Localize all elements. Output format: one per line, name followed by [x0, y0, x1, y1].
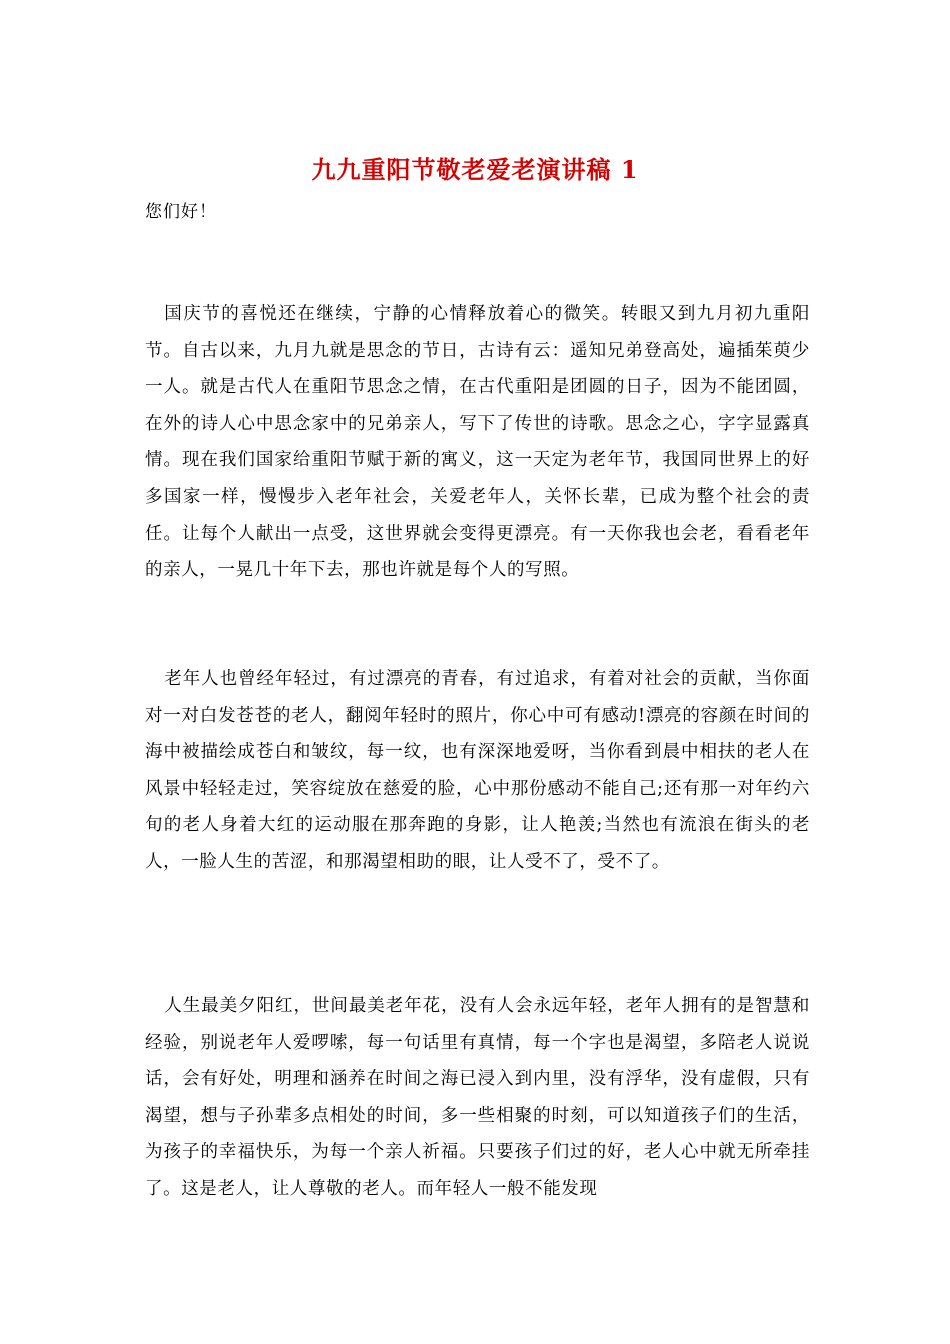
paragraph-3: 人生最美夕阳红，世间最美老年花，没有人会永远年轻，老年人拥有的是智慧和经验，别说老年人爱啰嗦，每一句话里有真情，每一个字也是渴望，多陪老人说说话，会有好处，明理和涵养在时间之海已浸入到内里，没有浮华，没有虚假，只有渴望，想与子孙辈多点相处的时间，多一些相聚的时刻，可以知道孩子们的生活，为孩子的幸福快乐，为每一个亲人祈福。只要孩子们过的好，老人心中就无所牵挂了。这是老人，让人尊敬的老人。而年轻人一般不能发现 [145, 996, 810, 1199]
page-title: 九九重阳节敬老爱老演讲稿 1 [311, 155, 639, 184]
greeting-text: 您们好！ [145, 202, 217, 222]
paragraph-2: 老年人也曾经年轻过，有过漂亮的青春，有过追求，有着对社会的贡献，当你面对一对白发苍苍的老人，翻阅年轻时的照片，你心中可有感动!漂亮的容颜在时间的海中被描绘成苍白和皱纹，每一纹，也有深深地爱呀，当你看到晨中相扶的老人在风景中轻轻走过，笑容绽放在慈爱的脸，心中那份感动不能自己;还有那一对年约六旬的老人身着大红的运动服在那奔跑的身影，让人艳羡;当然也有流浪在街头的老人，一脸人生的苦涩，和那渴望相助的眼，让人受不了，受不了。 [145, 669, 810, 872]
paragraph-1: 国庆节的喜悦还在继续，宁静的心情释放着心的微笑。转眼又到九月初九重阳节。自古以来，九月九就是思念的节日，古诗有云：遥知兄弟登高处，遍插茱萸少一人。就是古代人在重阳节思念之情，在古代重阳是团圆的日子，因为不能团圆，在外的诗人心中思念家中的兄弟亲人，写下了传世的诗歌。思念之心，字字显露真情。现在我们国家给重阳节赋于新的寓义，这一天定为老年节，我国同世界上的好多国家一样，慢慢步入老年社会，关爱老年人，关怀长辈，已成为整个社会的责任。让每个人献出一点受，这世界就会变得更漂亮。有一天你我也会老，看看老年的亲人，一晃几十年下去，那也许就是每个人的写照。 [145, 304, 810, 581]
